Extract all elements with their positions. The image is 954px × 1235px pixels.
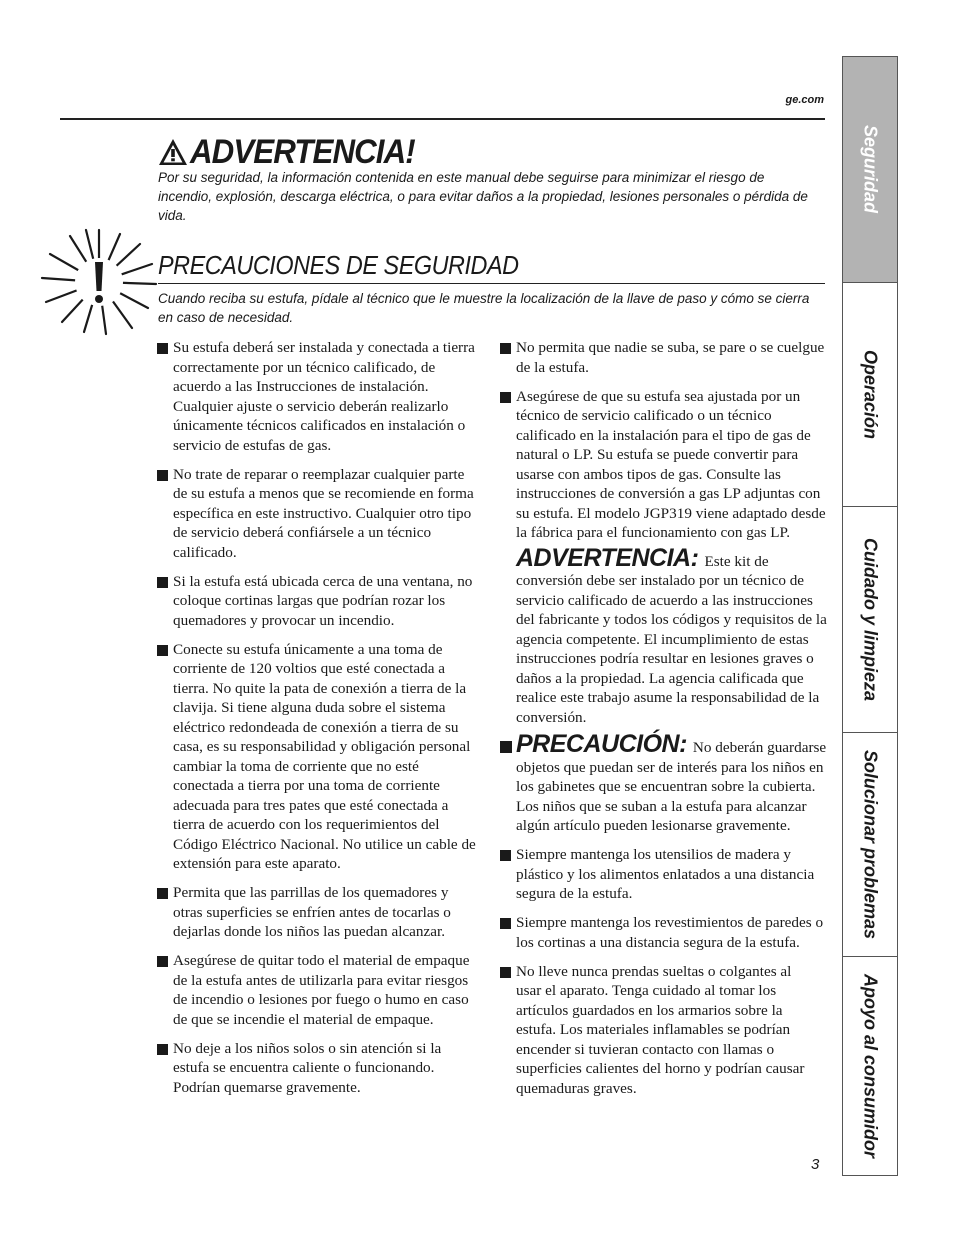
site-url: ge.com bbox=[785, 94, 824, 106]
tab-apoyo-consumidor[interactable] bbox=[843, 957, 897, 1175]
bullet-square bbox=[157, 956, 168, 967]
tab-label: Seguridad bbox=[860, 125, 881, 214]
page-number: 3 bbox=[811, 1156, 820, 1173]
list-item bbox=[500, 962, 828, 1099]
list-item bbox=[157, 465, 481, 563]
tab-solucionar-problemas[interactable] bbox=[843, 733, 897, 957]
bullet-square bbox=[500, 918, 511, 929]
precaucion-label: PRECAUCIÓN: bbox=[516, 730, 687, 758]
right-column bbox=[500, 338, 828, 1108]
list-item bbox=[500, 913, 828, 952]
list-item-text: Siempre mantenga los revestimientos de paredes o los cortinas a una distancia segura de la estufa. bbox=[516, 914, 824, 951]
exclamation-burst-icon bbox=[40, 228, 158, 336]
list-item-text: Permita que las parrillas de los quemadores y otras superficies se enfríen antes de tocarlas o dejarlas donde los niños las puedan alcanzar. bbox=[173, 884, 451, 940]
list-item-text: Asegúrese de quitar todo el material de empaque de la estufa antes de utilizarla para evitar riesgos de incendio o lesiones por fuego o humo en caso de que se incendie el material de empaque. bbox=[173, 952, 470, 1028]
tab-seguridad[interactable] bbox=[843, 57, 897, 283]
list-item-text: Su estufa deberá ser instalada y conectada a tierra correctamente por un técnico calificado, de acuerdo a las Instrucciones de instalación. Cualquier ajuste o servicio deberán realizarlo únicamente técnicos calificados en instalación o servicio de estufas de gas. bbox=[173, 339, 475, 454]
precautions-rule bbox=[158, 283, 825, 284]
tab-label: Operación bbox=[860, 349, 881, 440]
bullet-square bbox=[157, 1044, 168, 1055]
bullet-square bbox=[500, 850, 511, 861]
bullet-square bbox=[500, 967, 511, 978]
warning-text: Por su seguridad, la información contenida en este manual debe seguirse para minimizar el riesgo de incendio, explosión, descarga eléctrica, o para evitar daños a la propiedad, lesiones personales o pérdida de vida. bbox=[158, 170, 808, 223]
list-item bbox=[500, 845, 828, 904]
bullet-square bbox=[500, 392, 511, 403]
bullet-square bbox=[157, 645, 168, 656]
left-column bbox=[157, 338, 481, 1107]
list-item-text: Si la estufa está ubicada cerca de una ventana, no coloque cortinas largas que podrían rozar los quemadores y provocar un incendio. bbox=[173, 572, 473, 629]
bullet-square bbox=[157, 888, 168, 899]
list-item-text: No lleve nunca prendas sueltas o colgantes al usar el aparato. Tenga cuidado al tomar los artículos guardados en los armarios sobre la estufa. Los materiales inflamables se podrían encender si tuvieran contacto con llamas o superficies calientes del horno y podrían causar quemaduras graves. bbox=[516, 962, 805, 1097]
section-sidebar bbox=[842, 56, 898, 1176]
list-item-text: No trate de reparar o reemplazar cualquier parte de su estufa a menos que se recomiende en forma específica en este instructivo. Cualquier otro tipo de servicio deberá confiársele a un técnico calificado. bbox=[173, 465, 474, 561]
tab-label: Cuidado y limpieza bbox=[860, 537, 881, 702]
bullet-square bbox=[500, 741, 512, 753]
tab-cuidado-limpieza[interactable] bbox=[843, 507, 897, 733]
advertencia-callout bbox=[500, 545, 828, 728]
list-item-text: Asegúrese de que su estufa sea ajustada por un técnico de servicio calificado o un técnico calificado en la instalación para el tipo de gas de natural o LP. Su estufa se puede convertir para usarse con ambos tipos de gas. Consulte las instrucciones de conversión a gas LP adjuntas con su estufa. El modelo JGP319 viene adaptado desde la fábrica para el funcionamiento con gas LP. bbox=[516, 387, 826, 541]
list-item bbox=[500, 387, 828, 543]
tab-label: Apoyo al consumidor bbox=[860, 973, 881, 1159]
list-item bbox=[500, 338, 828, 377]
list-item bbox=[157, 1039, 481, 1098]
precautions-intro: Cuando reciba su estufa, pídale al técnico que le muestre la localización de la llave de paso y cómo se cierra en caso de necesidad. bbox=[158, 291, 810, 325]
list-item-text: Conecte su estufa únicamente a una toma de corriente de 120 voltios que esté conectada a tierra. No quite la pata de conexión a tierra de la clavija. Si tiene alguna duda sobre el sistema eléctrico redondeada de conexión a tierra de su casa, es su responsabilidad y obligación personal cambiar la toma de corriente que no esté conectada a tierra por una toma de corriente adecuada para tres pates que esté conectada a tierra de acuerdo con los requerimientos del Código Eléctrico Nacional. No utilice un cable de extensión para este aparato. bbox=[173, 640, 476, 872]
tab-label: Solucionar problemas bbox=[860, 749, 881, 940]
warning-title: ADVERTENCIA! bbox=[190, 133, 415, 171]
list-item bbox=[157, 572, 481, 631]
precaucion-text: No deberán guardarse objetos que puedan ser de interés para los niños en los gabinetes que se encuentran sobre la cubierta. Los niños que se suban a la estufa para alcanzar algún artículo pueden lesionarse gravemente. bbox=[516, 739, 827, 834]
tab-operacion[interactable] bbox=[843, 283, 897, 507]
list-item bbox=[157, 883, 481, 942]
list-item-text: No permita que nadie se suba, se pare o se cuelgue de la estufa. bbox=[516, 339, 825, 376]
header-rule bbox=[60, 118, 825, 120]
bullet-square bbox=[500, 343, 511, 354]
advertencia-label: ADVERTENCIA: bbox=[516, 543, 699, 572]
list-item bbox=[157, 338, 481, 455]
list-item bbox=[157, 951, 481, 1029]
list-item-text: Siempre mantenga los utensilios de madera y plástico y los alimentos enlatados a una distancia segura de la estufa. bbox=[516, 846, 815, 902]
warning-triangle-icon bbox=[158, 138, 188, 166]
list-item-text: No deje a los niños solos o sin atención si la estufa se encuentra caliente o funcionando. Podrían quemarse gravemente. bbox=[173, 1039, 442, 1096]
bullet-square bbox=[157, 343, 168, 354]
bullet-square bbox=[157, 470, 168, 481]
warning-heading bbox=[158, 132, 434, 172]
precaucion-callout bbox=[500, 731, 828, 836]
list-item bbox=[157, 640, 481, 874]
advertencia-text: Este kit de conversión debe ser instalado por un técnico de servicio calificado de acuerdo a las instrucciones del fabricante y todos los códigos y requisitos de la agencia competente. El incumplimiento de estas instrucciones podría resultar en lesiones graves o daños a la propiedad. La agencia calificada que realice este trabajo asume la responsabilidad de la conversión. bbox=[516, 552, 827, 726]
precautions-title: PRECAUCIONES DE SEGURIDAD bbox=[158, 250, 519, 280]
bullet-square bbox=[157, 577, 168, 588]
